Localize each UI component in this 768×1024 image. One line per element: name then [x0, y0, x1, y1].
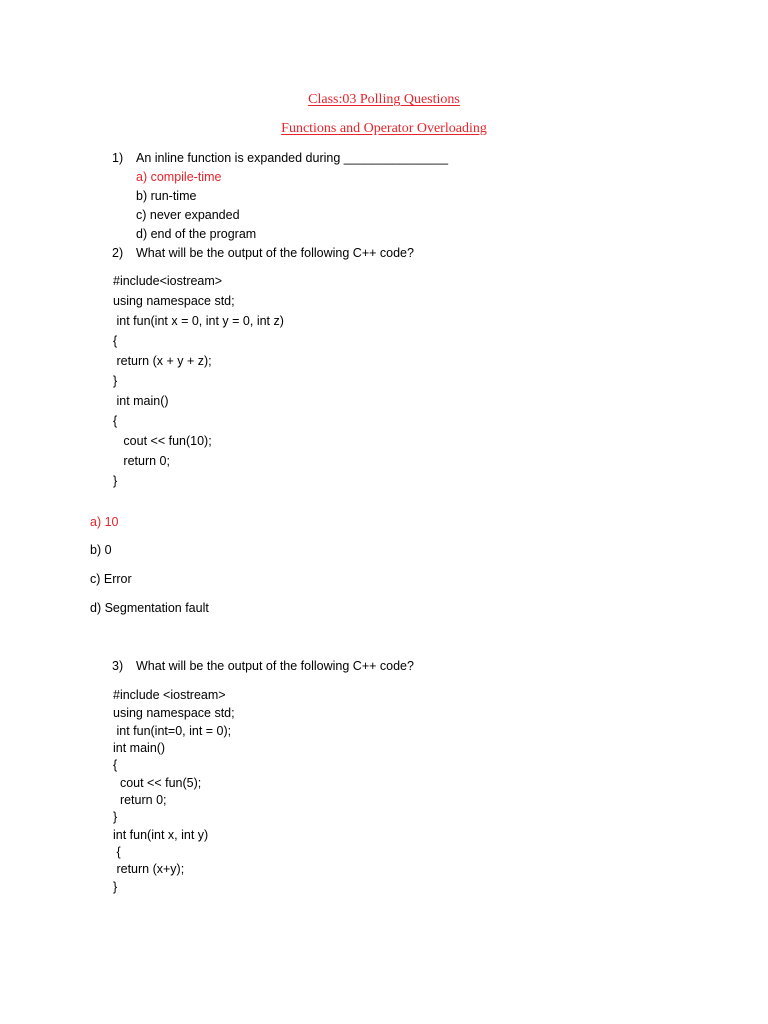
question-3-code-line: cout << fun(5);	[113, 776, 202, 790]
question-1-option-b: b) run-time	[136, 189, 197, 203]
question-2-option-a: a) 10	[90, 515, 119, 529]
question-2-option-c: c) Error	[90, 572, 132, 586]
question-2-number: 2)	[112, 246, 124, 260]
question-2-code-line: return 0;	[113, 454, 170, 468]
document-title: Class:03 Polling Questions	[308, 92, 460, 107]
question-2-code-line: {	[113, 414, 118, 428]
question-3-code-line: #include <iostream>	[113, 688, 226, 702]
question-1-option-c: c) never expanded	[136, 208, 240, 222]
question-2-code-line: int main()	[113, 394, 169, 408]
question-2-code-line: using namespace std;	[113, 294, 235, 308]
question-3-code-line: int fun(int x, int y)	[113, 828, 209, 842]
question-3-code-line: return 0;	[113, 793, 167, 807]
question-2-code-line: {	[113, 334, 118, 348]
question-3-code-line: {	[113, 845, 121, 859]
question-2-text: What will be the output of the following C++ code?	[136, 246, 414, 260]
question-3-text: What will be the output of the following C++ code?	[136, 659, 414, 673]
question-1-number: 1)	[112, 151, 124, 165]
document-subtitle: Functions and Operator Overloading	[281, 121, 487, 136]
question-3-code-line: int fun(int=0, int = 0);	[113, 724, 232, 738]
question-3-code-line: {	[113, 758, 118, 772]
question-2-code-line: return (x + y + z);	[113, 354, 212, 368]
question-2-code-line: int fun(int x = 0, int y = 0, int z)	[113, 314, 284, 328]
question-2-option-b: b) 0	[90, 543, 112, 557]
question-3-code-line: int main()	[113, 741, 166, 755]
question-2-code-line: #include<iostream>	[113, 274, 223, 288]
question-3-code-line: }	[113, 810, 118, 824]
question-1-option-a: a) compile-time	[136, 170, 222, 184]
question-3-code-line: return (x+y);	[113, 862, 185, 876]
question-2-code-line: cout << fun(10);	[113, 434, 212, 448]
question-2-option-d: d) Segmentation fault	[90, 601, 209, 615]
question-3-code-line: using namespace std;	[113, 706, 235, 720]
question-3-code-line: }	[113, 880, 118, 894]
question-2-code-line: }	[113, 374, 118, 388]
question-2-code-line: }	[113, 474, 118, 488]
question-1-text: An inline function is expanded during _______________	[136, 151, 449, 165]
question-1-option-d: d) end of the program	[136, 227, 257, 241]
question-3-number: 3)	[112, 659, 124, 673]
